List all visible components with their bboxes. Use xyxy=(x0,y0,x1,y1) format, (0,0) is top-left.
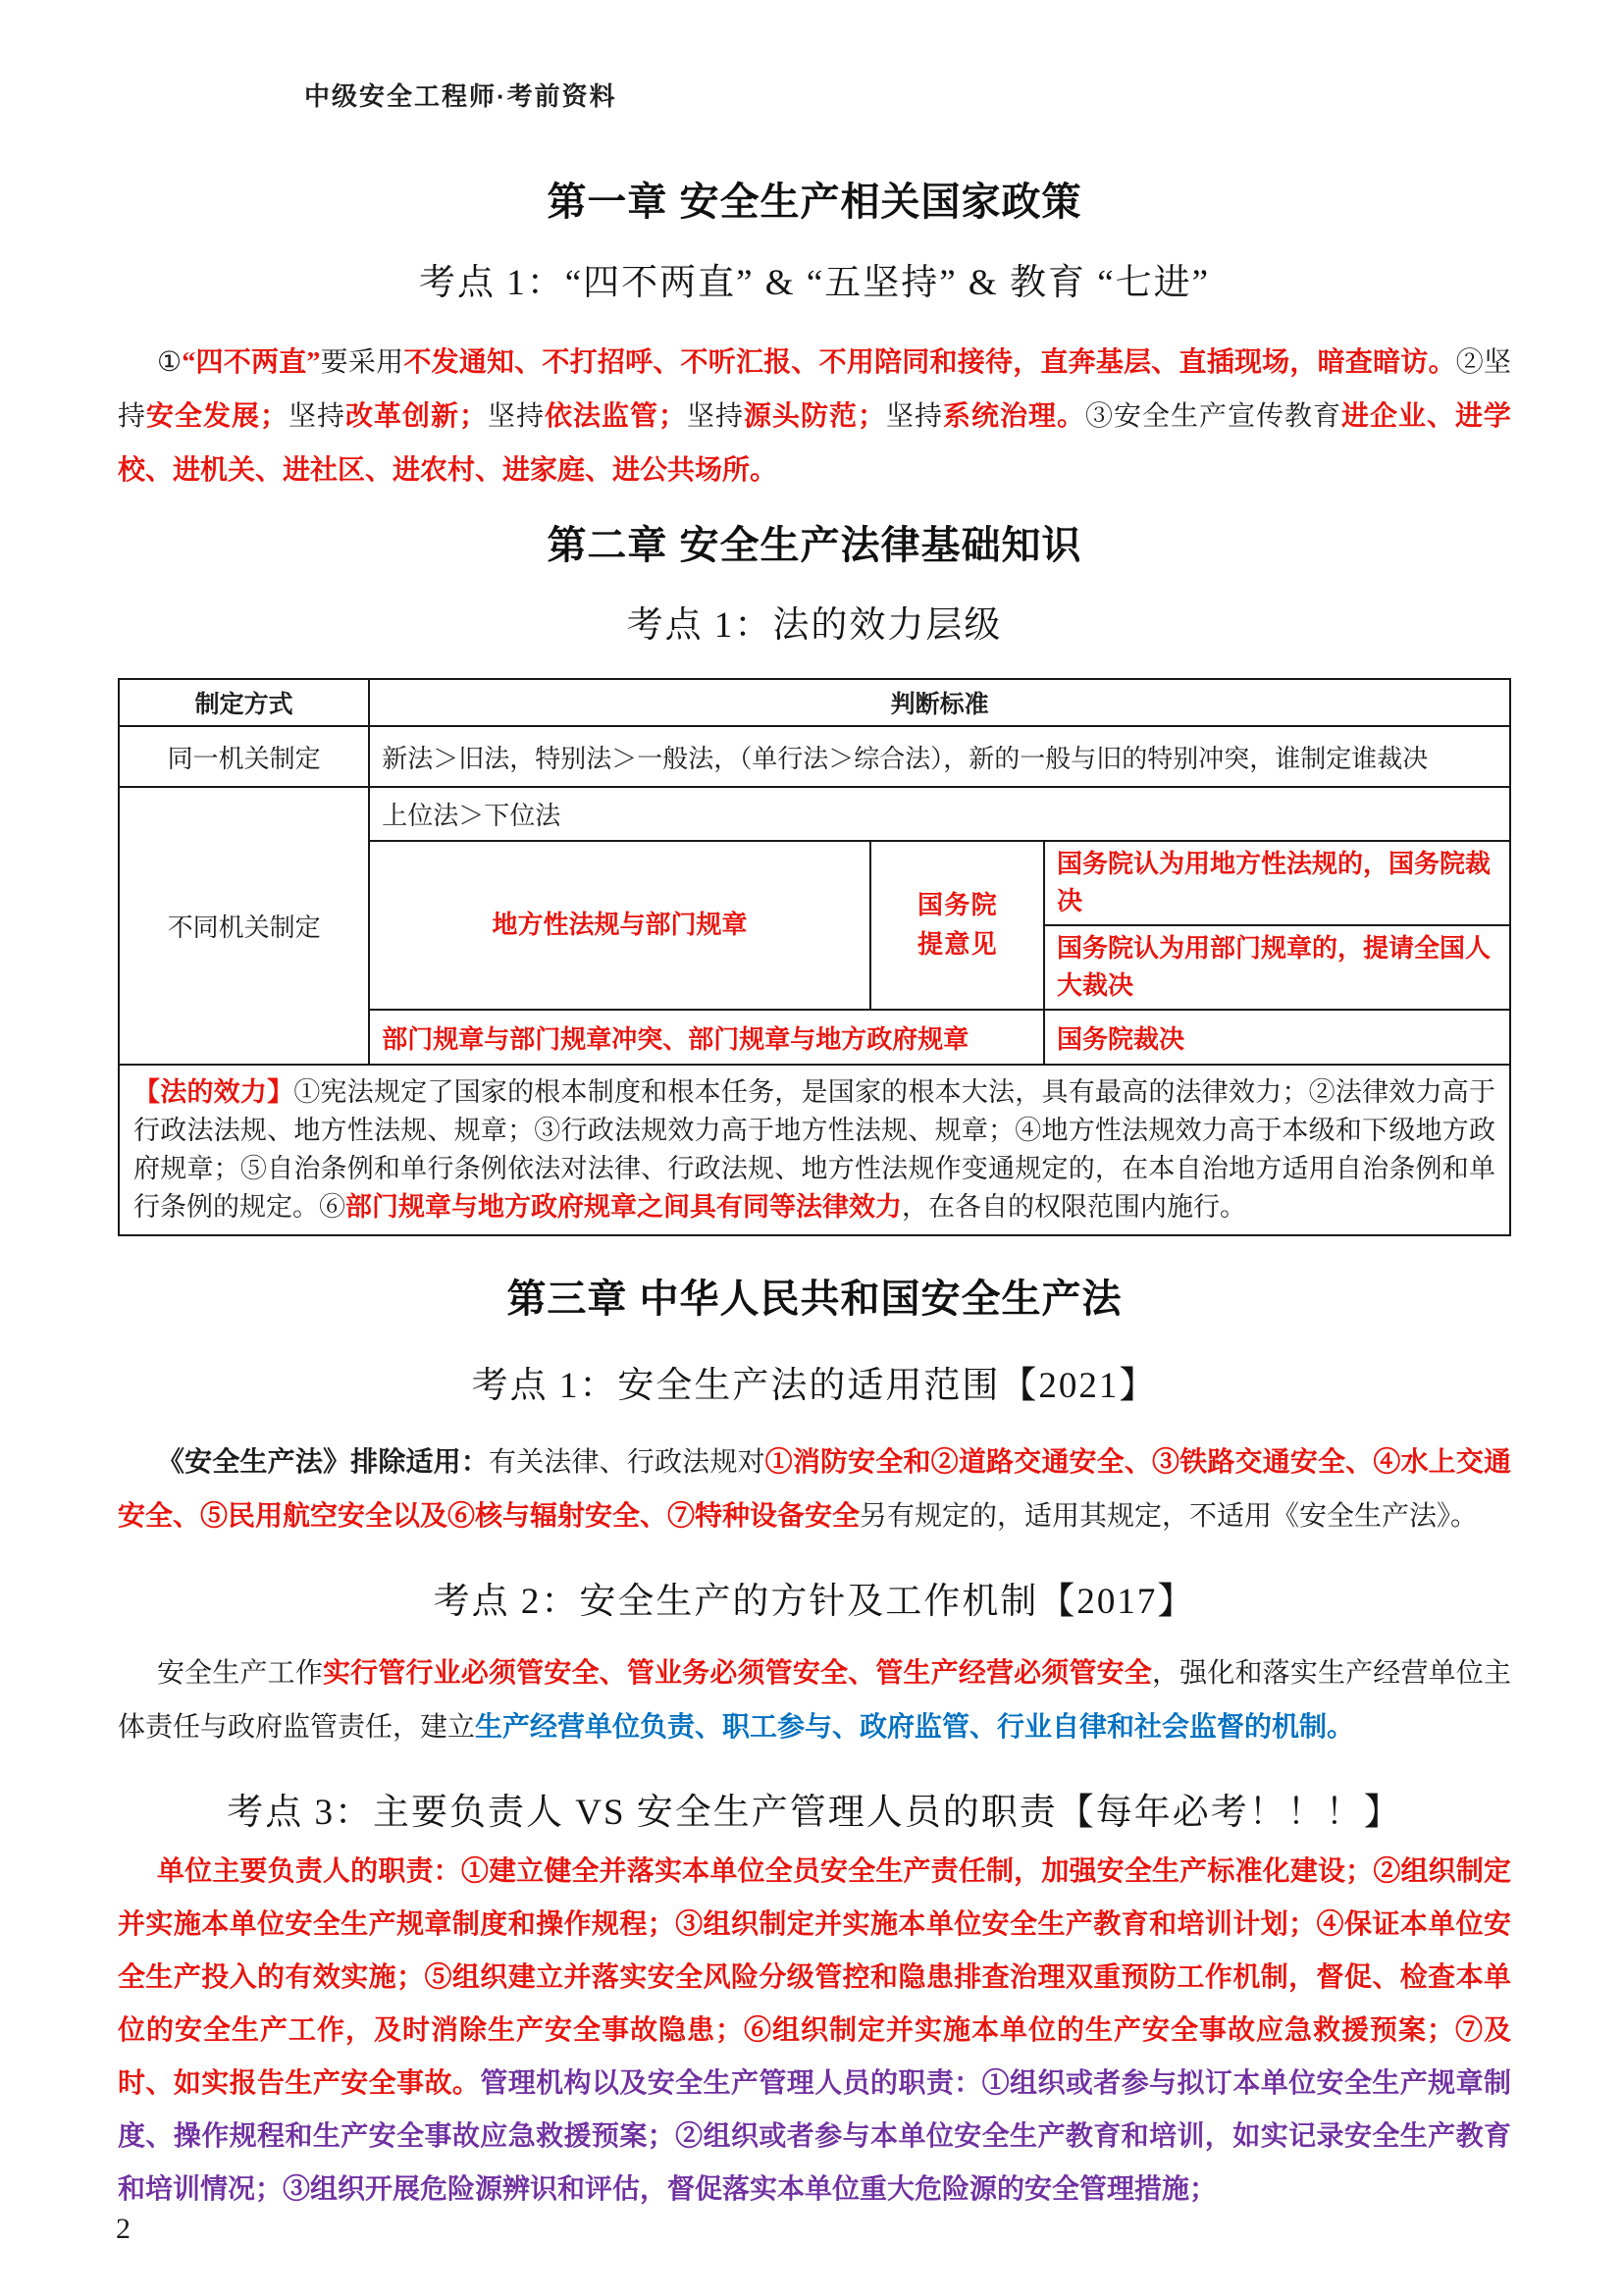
law-hierarchy-table xyxy=(118,678,1511,1236)
cell-law-effect-note: 【法的效力】①宪法规定了国家的根本制度和根本任务，是国家的根本大法，具有最高的法律效力；②法律效力高于行政法法规、地方性法规、规章；③行政法规效力高于地方性法规、规章；④地方性法规效力高于本级和下级地方政府规章；⑤自治条例和单行条例依法对法律、行政法规、地方性法规作变通规定的，在本自治地方适用自治条例和单行条例的规定。⑥部门规章与地方政府规章之间具有同等法律效力，在各自的权限范围内施行。 xyxy=(119,1065,1510,1235)
table-header-row xyxy=(119,679,1510,726)
cell-local-vs-dept: 地方性法规与部门规章 xyxy=(369,841,869,1010)
header-cell-method: 制定方式 xyxy=(119,679,369,726)
cell-state-council-opinion xyxy=(870,841,1044,1010)
chapter3-kaodian1-paragraph: 《安全生产法》排除适用：有关法律、行政法规对①消防安全和②道路交通安全、③铁路交通安全、④水上交通安全、⑤民用航空安全以及⑥核与辐射安全、⑦特种设备安全另有规定的，适用其规定，不适用《安全生产法》。 xyxy=(118,1447,1511,1532)
chapter3-title: 第三章 中华人民共和国安全生产法 xyxy=(506,1278,1123,1321)
table-row-same-organ xyxy=(119,726,1510,787)
cell-same-organ-rule: 新法＞旧法，特别法＞一般法，（单行法＞综合法），新的一般与旧的特别冲突，谁制定谁裁决 xyxy=(369,726,1510,787)
chapter3-kaodian2-paragraph: 安全生产工作实行管行业必须管安全、管业务必须管安全、管生产经营必须管安全，强化和落实生产经营单位主体责任与政府监管责任，建立生产经营单位负责、职工参与、政府监管、行业自律和社会监督的机制。 xyxy=(118,1658,1511,1743)
chapter2-title: 第二章 安全生产法律基础知识 xyxy=(547,524,1082,567)
header-cell-standard: 判断标准 xyxy=(369,679,1510,726)
chapter3-kaodian1-title: 考点 1：安全生产法的适用范围【2021】 xyxy=(471,1366,1158,1406)
cell-same-organ-label: 同一机关制定 xyxy=(119,726,369,787)
state-council-opinion-text: 国务院提意见 xyxy=(917,891,997,959)
chapter1-kaodian1-paragraph: ①“四不两直”要采用不发通知、不打招呼、不听汇报、不用陪同和接待，直奔基层、直插现场，暗查暗访。②坚持安全发展；坚持改革创新；坚持依法监管；坚持源头防范；坚持系统治理。③安全生产宣传教育进企业、进学校、进机关、进社区、进农村、进家庭、进公共场所。 xyxy=(118,347,1511,486)
chapter2-kaodian1-title: 考点 1：法的效力层级 xyxy=(626,605,1003,646)
cell-dept-conflict-result: 国务院裁决 xyxy=(1044,1010,1510,1065)
chapter1-title: 第一章 安全生产相关国家政策 xyxy=(547,181,1082,224)
cell-diff-organ-label: 不同机关制定 xyxy=(119,787,369,1065)
cell-dept-conflict: 部门规章与部门规章冲突、部门规章与地方政府规章 xyxy=(369,1010,1044,1065)
cell-case-local: 国务院认为用地方性法规的，国务院裁决 xyxy=(1044,841,1510,925)
chapter3-kaodian3-paragraph: 单位主要负责人的职责：①建立健全并落实本单位全员安全生产责任制，加强安全生产标准化建设；②组织制定并实施本单位安全生产规章制度和操作规程；③组织制定并实施本单位安全生产教育和培训计划；④保证本单位安全生产投入的有效实施；⑤组织建立并落实安全风险分级管控和隐患排查治理双重预防工作机制，督促、检查本单位的安全生产工作，及时消除生产安全事故隐患；⑥组织制定并实施本单位的生产安全事故应急救援预案；⑦及时、如实报告生产安全事故。管理机构以及安全生产管理人员的职责：①组织或者参与拟订本单位安全生产规章制度、操作规程和生产安全事故应急救援预案；②组织或者参与本单位安全生产教育和培训，如实记录安全生产教育和培训情况；③组织开展危险源辨识和评估，督促落实本单位重大危险源的安全管理措施； xyxy=(118,1856,1511,2205)
cell-upper-law-rule: 上位法＞下位法 xyxy=(369,787,1510,841)
page-number: 2 xyxy=(116,2213,131,2245)
table-row-effect-note xyxy=(119,1065,1510,1235)
table-row-upper-law xyxy=(119,787,1510,841)
chapter3-kaodian3-title: 考点 3：主要负责人 VS 安全生产管理人员的职责【每年必考！！！】 xyxy=(227,1793,1402,1833)
chapter1-kaodian1-title: 考点 1：“四不两直” & “五坚持” & 教育 “七进” xyxy=(418,263,1211,303)
document-header: 中级安全工程师·考前资料 xyxy=(304,81,617,111)
cell-case-dept: 国务院认为用部门规章的，提请全国人大裁决 xyxy=(1044,925,1510,1010)
chapter3-kaodian2-title: 考点 2：安全生产的方针及工作机制【2017】 xyxy=(433,1582,1196,1622)
